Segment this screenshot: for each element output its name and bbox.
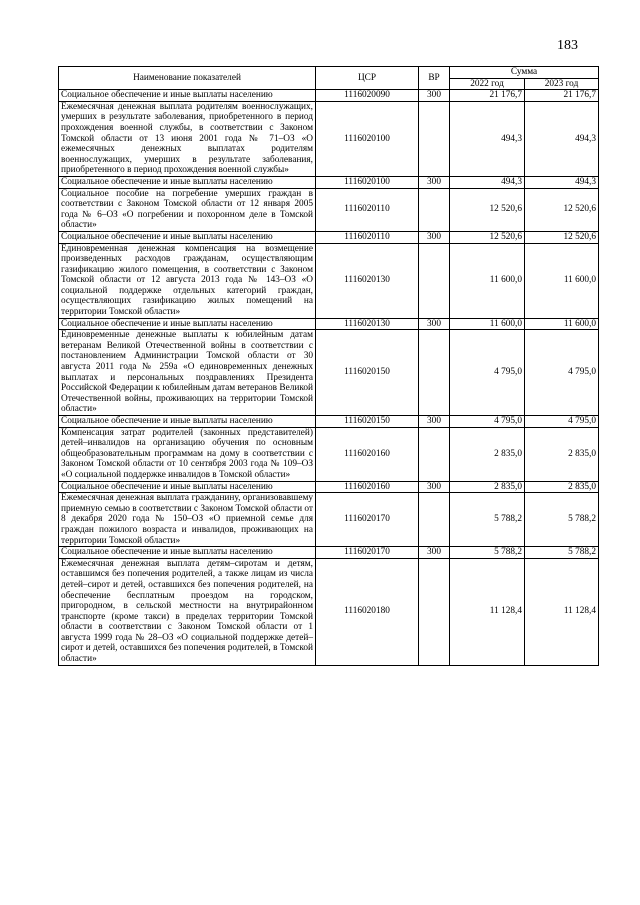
table-row (59, 547, 599, 559)
row-value-2023: 494,3 (525, 176, 599, 188)
header-year-2022: 2022 год (450, 78, 525, 90)
row-name: Социальное обеспечение и иные выплаты населению (59, 231, 316, 243)
row-value-2023: 5 788,2 (525, 547, 599, 559)
row-vr (419, 330, 450, 416)
row-vr (419, 493, 450, 547)
row-value-2022: 4 795,0 (450, 330, 525, 416)
row-value-2022: 4 795,0 (450, 416, 525, 428)
row-vr (419, 427, 450, 481)
table-row (59, 101, 599, 176)
row-name: Социальное обеспечение и иные выплаты населению (59, 481, 316, 493)
row-value-2023: 2 835,0 (525, 481, 599, 493)
table-row (59, 318, 599, 330)
row-csr: 1116020160 (316, 427, 419, 481)
table-row (59, 427, 599, 481)
table-row (59, 188, 599, 231)
row-vr: 300 (419, 176, 450, 188)
row-vr: 300 (419, 416, 450, 428)
row-vr: 300 (419, 547, 450, 559)
row-csr: 1116020170 (316, 493, 419, 547)
table-row (59, 416, 599, 428)
row-value-2022: 5 788,2 (450, 493, 525, 547)
table-row (59, 90, 599, 102)
row-csr: 1116020130 (316, 243, 419, 318)
row-value-2023: 4 795,0 (525, 416, 599, 428)
table-row (59, 481, 599, 493)
row-value-2022: 12 520,6 (450, 188, 525, 231)
row-name: Социальное обеспечение и иные выплаты населению (59, 90, 316, 102)
budget-table (58, 66, 599, 666)
row-value-2023: 11 600,0 (525, 318, 599, 330)
row-value-2022: 12 520,6 (450, 231, 525, 243)
row-value-2023: 12 520,6 (525, 188, 599, 231)
table-row (59, 493, 599, 547)
row-value-2023: 12 520,6 (525, 231, 599, 243)
row-name: Компенсация затрат родителей (законных представителей) детей–инвалидов на организацию обучения по основным общеобразовательным программам на дому в соответствии с Законом Томской области от 10 сентября 2003 года № 109–ОЗ «О социальной поддержке инвалидов в Томской области» (59, 427, 316, 481)
table-body (59, 90, 599, 665)
row-value-2022: 2 835,0 (450, 481, 525, 493)
row-value-2022: 21 176,7 (450, 90, 525, 102)
row-csr: 1116020170 (316, 547, 419, 559)
row-name: Ежемесячная денежная выплата гражданину, организовавшему приемную семью в соответствии с Законом Томской области от 8 декабря 2020 года № 150–ОЗ «О приемной семье для граждан пожилого возраста и инвалидов, проживающих на территории Томской области» (59, 493, 316, 547)
row-vr (419, 243, 450, 318)
row-csr: 1116020110 (316, 231, 419, 243)
row-value-2022: 11 128,4 (450, 558, 525, 665)
row-csr: 1116020150 (316, 330, 419, 416)
table-row (59, 330, 599, 416)
row-vr (419, 188, 450, 231)
table-row (59, 176, 599, 188)
row-name: Ежемесячная денежная выплата родителям военнослужащих, умерших в результате заболевания, приобретенного в период прохождения военной службы, в соответствии с Законом Томской области от 13 июня 2001 года № 71–ОЗ «О ежемесячных денежных выплатах родителям военнослужащих, умерших в результате заболевания, приобретенного в период прохождения военной службы» (59, 101, 316, 176)
row-csr: 1116020150 (316, 416, 419, 428)
table-row (59, 243, 599, 318)
row-name: Ежемесячная денежная выплата детям–сиротам и детям, оставшимся без попечения родителей, а также лицам из числа детей–сирот и детей, оставшихся без попечения родителей, на обеспечение бесплатным проездом на городском, пригородном, в сельской местности на внутрирайонном транспорте (кроме такси) в пределах территории Томской области в соответствии с Законом Томской области от 1 августа 1999 года № 28–ОЗ «О социальной поддержке детей–сирот и детей, оставшихся без попечения родителей, в Томской области» (59, 558, 316, 665)
row-vr: 300 (419, 318, 450, 330)
row-value-2023: 11 128,4 (525, 558, 599, 665)
header-year-2023: 2023 год (525, 78, 599, 90)
row-value-2023: 21 176,7 (525, 90, 599, 102)
row-name: Социальное обеспечение и иные выплаты населению (59, 416, 316, 428)
row-value-2023: 11 600,0 (525, 243, 599, 318)
row-value-2023: 2 835,0 (525, 427, 599, 481)
header-sum: Сумма (450, 67, 599, 79)
row-vr: 300 (419, 231, 450, 243)
page-number: 183 (557, 38, 578, 53)
row-value-2022: 2 835,0 (450, 427, 525, 481)
row-csr: 1116020180 (316, 558, 419, 665)
row-name: Единовременные денежные выплаты к юбилейным датам ветеранам Великой Отечественной войны в соответствии с постановлением Администрации Томской области от 30 августа 2011 года № 259а «О единовременных денежных выплатах и персональных поздравлениях Президента Российской Федерации к юбилейным датам ветеранов Великой Отечественной войны, проживающих на территории Томской области» (59, 330, 316, 416)
table-row (59, 231, 599, 243)
row-csr: 1116020100 (316, 176, 419, 188)
header-name: Наименование показателей (59, 67, 316, 90)
row-value-2023: 494,3 (525, 101, 599, 176)
row-vr: 300 (419, 481, 450, 493)
row-value-2022: 494,3 (450, 176, 525, 188)
row-value-2022: 11 600,0 (450, 243, 525, 318)
row-name: Единовременная денежная компенсация на возмещение произведенных расходов гражданам, осуществляющим газификацию жилого помещения, в соответствии с Законом Томской области от 12 августа 2013 года № 143–ОЗ «О социальной поддержке отдельных категорий граждан, осуществляющих газификацию жилых помещений на территории Томской области» (59, 243, 316, 318)
header-row (59, 67, 599, 79)
row-csr: 1116020110 (316, 188, 419, 231)
row-csr: 1116020160 (316, 481, 419, 493)
row-name: Социальное обеспечение и иные выплаты населению (59, 547, 316, 559)
row-value-2022: 5 788,2 (450, 547, 525, 559)
row-value-2023: 5 788,2 (525, 493, 599, 547)
row-value-2023: 4 795,0 (525, 330, 599, 416)
row-value-2022: 11 600,0 (450, 318, 525, 330)
table-row (59, 558, 599, 665)
header-csr: ЦСР (316, 67, 419, 90)
row-csr: 1116020130 (316, 318, 419, 330)
row-name: Социальное обеспечение и иные выплаты населению (59, 318, 316, 330)
row-vr (419, 558, 450, 665)
row-csr: 1116020100 (316, 101, 419, 176)
row-name: Социальное обеспечение и иные выплаты населению (59, 176, 316, 188)
row-vr (419, 101, 450, 176)
row-vr: 300 (419, 90, 450, 102)
row-name: Социальное пособие на погребение умерших граждан в соответствии с Законом Томской области от 12 января 2005 года № 6–ОЗ «О погребении и похоронном деле в Томской области» (59, 188, 316, 231)
header-vr: ВР (419, 67, 450, 90)
row-value-2022: 494,3 (450, 101, 525, 176)
row-csr: 1116020090 (316, 90, 419, 102)
